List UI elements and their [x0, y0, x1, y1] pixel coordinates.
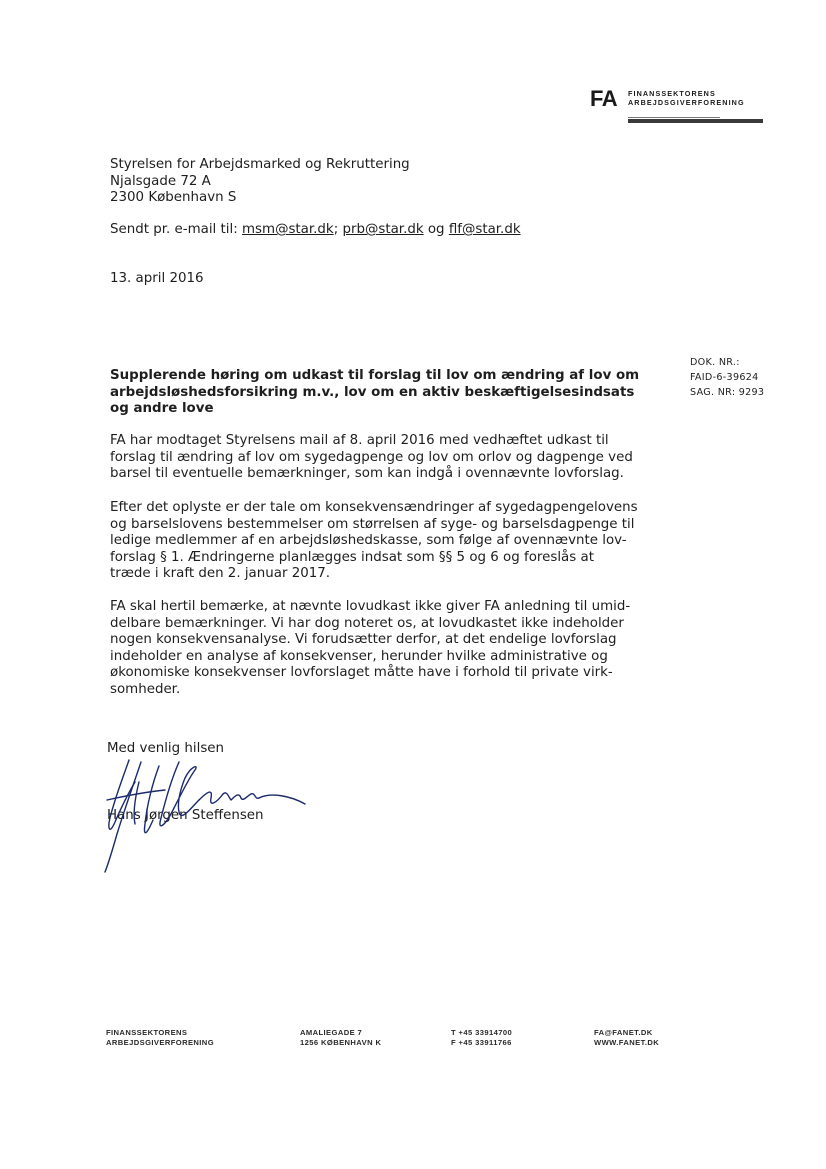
paragraph-line: FA skal hertil bemærke, at nævnte lovudkast ikke giver FA anledning til umid-	[110, 599, 631, 614]
signer-name: Hans Jørgen Steffensen	[107, 808, 264, 823]
paragraph-line: økonomiske konsekvenser lovforslaget måtte have i forhold til private virk-	[110, 665, 613, 680]
handwritten-signature	[95, 752, 315, 877]
footer-fax: F +45 33911766	[451, 1037, 512, 1047]
footer-email[interactable]: FA@FANET.DK	[594, 1028, 653, 1037]
recipient-address	[110, 157, 410, 207]
paragraph-line: Efter det oplyste er der tale om konsekvensændringer af sygedagpengelovens	[110, 500, 638, 515]
paragraph-line: og barselslovens bestemmelser om størrelsen af syge- og barselsdagpenge til	[110, 516, 635, 532]
sent-separator-1: ;	[333, 222, 343, 237]
email-link-msm[interactable]: msm@star.dk	[242, 222, 334, 237]
email-link-prb[interactable]: prb@star.dk	[342, 222, 424, 237]
paragraph-line: forslag til ændring af lov om sygedagpenge og lov om orlov og dagpenge ved	[110, 449, 633, 465]
footer-website[interactable]: WWW.FANET.DK	[594, 1037, 660, 1047]
letter-subject: Supplerende høring om udkast til forslag til lov om ændring af lov om arbejdsløshedsforsikring m.v., lov om en aktiv beskæftigelsesindsats og andre love	[110, 368, 640, 416]
footer-contact	[594, 1028, 659, 1047]
footer-telephone: T +45 33914700	[451, 1028, 513, 1037]
body-paragraph-1	[110, 433, 650, 483]
paragraph-line: nogen konsekvensanalyse. Vi forudsætter derfor, at det endelige lovforslag	[110, 632, 617, 647]
letter-date: 13. april 2016	[110, 271, 204, 286]
sent-line	[110, 222, 521, 239]
logo-text	[628, 90, 745, 107]
footer-street: AMALIEGADE 7	[300, 1028, 363, 1037]
paragraph-line: barsel til eventuelle bemærkninger, som kan indgå i ovennævnte lovforslag.	[110, 466, 624, 481]
footer-phone	[451, 1028, 512, 1047]
dok-nr-label: DOK. NR.:	[690, 357, 740, 368]
body-paragraph-2	[110, 500, 650, 583]
logo-underline	[628, 119, 763, 123]
logo-underline-thin	[628, 117, 720, 118]
fa-logo	[590, 86, 768, 128]
sent-prefix: Sendt pr. e-mail til:	[110, 222, 242, 237]
document-meta	[690, 355, 764, 400]
logo-line-1: FINANSSEKTORENS	[628, 89, 716, 98]
closing-greeting: Med venlig hilsen	[107, 741, 225, 756]
footer-address	[300, 1028, 381, 1047]
logo-mark: FA	[590, 86, 618, 111]
email-link-flf[interactable]: flf@star.dk	[448, 222, 521, 237]
footer-organisation	[106, 1028, 214, 1047]
logo-line-2: ARBEJDSGIVERFORENING	[628, 97, 745, 107]
body-paragraph-3	[110, 599, 650, 698]
paragraph-line: ledige medlemmer af en arbejdsløshedskasse, som følge af ovennævnte lov-	[110, 533, 627, 548]
dok-nr-value: FAID-6-39624	[690, 372, 759, 383]
sent-separator-2: og	[423, 222, 449, 237]
paragraph-line: delbare bemærkninger. Vi har dog noteret os, at lovudkastet ikke indeholder	[110, 615, 624, 631]
sag-nr: SAG. NR: 9293	[690, 387, 765, 398]
recipient-name: Styrelsen for Arbejdsmarked og Rekruttering	[110, 157, 410, 172]
footer-city: 1256 KØBENHAVN K	[300, 1037, 382, 1047]
footer-org-line-2: ARBEJDSGIVERFORENING	[106, 1037, 214, 1047]
paragraph-line: forslag § 1. Ændringerne planlægges indsat som §§ 5 og 6 og foreslås at	[110, 549, 594, 565]
recipient-street: Njalsgade 72 A	[110, 173, 211, 189]
recipient-city: 2300 København S	[110, 190, 237, 205]
paragraph-line: FA har modtaget Styrelsens mail af 8. april 2016 med vedhæftet udkast til	[110, 433, 609, 448]
paragraph-line: træde i kraft den 2. januar 2017.	[110, 566, 331, 581]
paragraph-line: indeholder en analyse af konsekvenser, herunder hvilke administrative og	[110, 648, 608, 664]
footer-org-line-1: FINANSSEKTORENS	[106, 1028, 188, 1037]
paragraph-line: somheder.	[110, 681, 181, 697]
